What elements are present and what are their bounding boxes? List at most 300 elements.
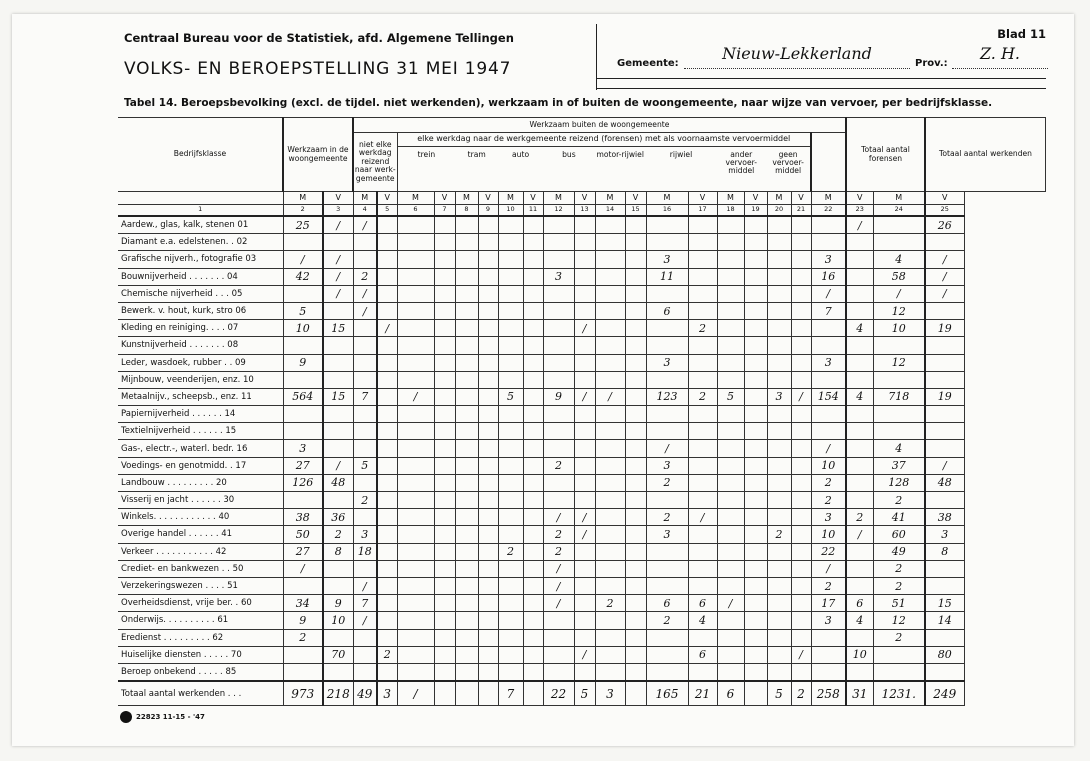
table-cell — [717, 285, 744, 302]
table-cell — [523, 526, 543, 543]
table-cell — [846, 663, 873, 681]
table-cell — [523, 663, 543, 681]
table-cell — [455, 509, 478, 526]
table-cell: 41 — [873, 509, 925, 526]
table-cell — [478, 543, 498, 560]
table-cell — [478, 509, 498, 526]
table-row — [118, 320, 1046, 337]
row-label: Leder, wasdoek, rubber . . 09 — [118, 354, 283, 371]
v-header: V — [625, 192, 646, 205]
table-cell — [717, 371, 744, 388]
table-cell — [873, 646, 925, 663]
table-cell — [523, 560, 543, 577]
column-number: 24 — [873, 205, 925, 217]
table-cell — [397, 509, 434, 526]
table-cell — [574, 474, 595, 491]
table-row — [118, 216, 1046, 234]
table-cell — [574, 268, 595, 285]
table-cell — [434, 337, 455, 354]
table-cell — [434, 285, 455, 302]
table-cell — [744, 371, 767, 388]
table-cell — [353, 423, 377, 440]
table-cell — [397, 251, 434, 268]
table-cell: 249 — [925, 681, 964, 706]
table-cell: / — [925, 285, 964, 302]
table-cell — [498, 474, 523, 491]
table-cell — [397, 440, 434, 457]
table-cell: / — [688, 509, 717, 526]
table-cell — [397, 337, 434, 354]
table-cell: 3 — [353, 526, 377, 543]
table-cell — [688, 337, 717, 354]
table-cell — [434, 234, 455, 251]
table-cell — [744, 612, 767, 629]
table-cell — [523, 457, 543, 474]
table-cell — [595, 320, 625, 337]
table-cell — [574, 216, 595, 234]
table-cell — [767, 285, 791, 302]
table-cell — [283, 234, 323, 251]
table-cell — [791, 406, 811, 423]
table-cell — [397, 320, 434, 337]
table-cell — [543, 354, 574, 371]
table-cell — [595, 474, 625, 491]
table-cell — [498, 320, 523, 337]
column-number: 25 — [925, 205, 964, 217]
table-cell — [283, 406, 323, 423]
table-cell: 15 — [323, 388, 353, 405]
table-cell: 38 — [925, 509, 964, 526]
table-cell: 19 — [925, 388, 964, 405]
table-cell: 4 — [846, 612, 873, 629]
table-cell: 2 — [688, 388, 717, 405]
table-cell: / — [323, 457, 353, 474]
table-cell: 718 — [873, 388, 925, 405]
table-cell: 9 — [283, 354, 323, 371]
table-cell — [846, 457, 873, 474]
table-cell — [478, 354, 498, 371]
table-cell — [595, 371, 625, 388]
table-cell: 4 — [873, 440, 925, 457]
table-cell: 2 — [791, 681, 811, 706]
table-cell — [846, 629, 873, 646]
table-cell: 2 — [873, 629, 925, 646]
table-cell: 10 — [873, 320, 925, 337]
table-cell: / — [543, 560, 574, 577]
table-cell — [873, 371, 925, 388]
table-cell — [434, 474, 455, 491]
table-cell: 6 — [646, 302, 688, 319]
table-cell: 2 — [873, 560, 925, 577]
table-cell — [523, 681, 543, 706]
row-label: Overheidsdienst, vrije ber. . 60 — [118, 595, 283, 612]
table-cell — [455, 681, 478, 706]
table-cell — [625, 406, 646, 423]
v-header: V — [846, 192, 873, 205]
table-cell — [498, 629, 523, 646]
table-cell — [434, 354, 455, 371]
table-cell — [523, 629, 543, 646]
table-cell — [574, 406, 595, 423]
table-cell — [434, 646, 455, 663]
table-cell — [791, 216, 811, 234]
table-cell: 258 — [811, 681, 846, 706]
table-cell — [646, 663, 688, 681]
table-cell — [523, 216, 543, 234]
table-cell — [767, 577, 791, 594]
table-cell — [717, 216, 744, 234]
table-cell — [595, 577, 625, 594]
table-cell — [767, 337, 791, 354]
table-cell — [377, 216, 397, 234]
table-cell — [455, 268, 478, 285]
row-label: Voedings- en genotmidd. . 17 — [118, 457, 283, 474]
table-cell — [625, 302, 646, 319]
table-cell — [543, 234, 574, 251]
table-cell — [744, 646, 767, 663]
v-header: V — [377, 192, 397, 205]
table-cell — [397, 492, 434, 509]
table-cell — [811, 629, 846, 646]
table-cell — [873, 216, 925, 234]
table-cell — [434, 509, 455, 526]
header-divider — [596, 24, 597, 90]
m-header: M — [455, 192, 478, 205]
table-cell — [646, 560, 688, 577]
table-cell — [543, 216, 574, 234]
table-cell — [646, 337, 688, 354]
table-cell — [688, 371, 717, 388]
table-cell — [791, 268, 811, 285]
table-cell — [688, 268, 717, 285]
row-label: Overige handel . . . . . . 41 — [118, 526, 283, 543]
table-cell — [595, 268, 625, 285]
column-number: 18 — [717, 205, 744, 217]
table-cell: 2 — [811, 474, 846, 491]
table-cell: 154 — [811, 388, 846, 405]
table-cell — [523, 492, 543, 509]
table-cell — [353, 371, 377, 388]
table-cell — [543, 629, 574, 646]
column-number: 5 — [377, 205, 397, 217]
table-cell — [397, 646, 434, 663]
table-cell — [688, 526, 717, 543]
table-cell: 49 — [353, 681, 377, 706]
table-cell — [353, 663, 377, 681]
table-cell: 26 — [925, 216, 964, 234]
table-cell — [791, 543, 811, 560]
table-cell — [377, 474, 397, 491]
table-cell: 3 — [925, 526, 964, 543]
table-cell — [283, 285, 323, 302]
table-cell — [767, 251, 791, 268]
table-cell: 2 — [688, 320, 717, 337]
table-cell — [846, 354, 873, 371]
forensen-header: Totaal aantal forensen — [846, 118, 925, 192]
table-row — [118, 251, 1046, 268]
table-cell — [925, 406, 964, 423]
column-number: 6 — [397, 205, 434, 217]
table-cell — [543, 612, 574, 629]
table-cell — [595, 560, 625, 577]
table-cell — [744, 595, 767, 612]
gemeente-label: Gemeente: — [617, 58, 679, 69]
table-cell: / — [323, 268, 353, 285]
table-cell — [574, 663, 595, 681]
row-label: Winkels. . . . . . . . . . . . 40 — [118, 509, 283, 526]
table-cell — [625, 285, 646, 302]
table-cell — [523, 320, 543, 337]
table-cell: 564 — [283, 388, 323, 405]
table-cell — [523, 406, 543, 423]
table-cell — [455, 285, 478, 302]
table-cell — [646, 216, 688, 234]
table-cell — [543, 337, 574, 354]
table-cell: 3 — [811, 354, 846, 371]
row-label: Crediet- en bankwezen . . 50 — [118, 560, 283, 577]
table-cell: 4 — [688, 612, 717, 629]
table-cell — [574, 354, 595, 371]
table-cell — [846, 474, 873, 491]
column-number: 22 — [811, 205, 846, 217]
table-cell: 128 — [873, 474, 925, 491]
v-header: V — [688, 192, 717, 205]
table-cell: 2 — [543, 526, 574, 543]
table-cell — [478, 251, 498, 268]
table-cell — [377, 560, 397, 577]
table-cell: 2 — [353, 268, 377, 285]
column-number: 20 — [767, 205, 791, 217]
table-cell: 10 — [283, 320, 323, 337]
table-cell: 4 — [846, 388, 873, 405]
gemeente-value: Nieuw-Lekkerland — [684, 44, 910, 69]
table-cell: 3 — [646, 251, 688, 268]
table-cell — [717, 560, 744, 577]
table-cell — [478, 337, 498, 354]
table-cell — [478, 526, 498, 543]
table-cell — [595, 526, 625, 543]
table-cell — [498, 234, 523, 251]
table-cell — [925, 371, 964, 388]
total-row — [118, 681, 1046, 706]
table-cell — [455, 543, 478, 560]
column-number: 8 — [455, 205, 478, 217]
table-cell — [323, 629, 353, 646]
table-cell — [846, 251, 873, 268]
mv-blank — [118, 192, 283, 205]
column-number: 21 — [791, 205, 811, 217]
table-cell — [688, 629, 717, 646]
column-number: 4 — [353, 205, 377, 217]
table-cell — [791, 595, 811, 612]
table-cell — [744, 543, 767, 560]
table-cell: 2 — [646, 509, 688, 526]
table-cell — [625, 560, 646, 577]
table-cell — [455, 371, 478, 388]
table-cell: / — [925, 268, 964, 285]
table-cell: 22 — [543, 681, 574, 706]
table-cell: 18 — [353, 543, 377, 560]
table-cell: 7 — [353, 388, 377, 405]
table-cell: / — [791, 646, 811, 663]
table-cell: 49 — [873, 543, 925, 560]
table-cell: / — [397, 388, 434, 405]
table-cell: / — [574, 646, 595, 663]
table-cell — [625, 577, 646, 594]
table-cell — [523, 302, 543, 319]
table-cell — [323, 423, 353, 440]
table-cell — [717, 646, 744, 663]
table-cell — [434, 595, 455, 612]
table-cell — [646, 406, 688, 423]
table-cell — [791, 354, 811, 371]
table-cell: / — [846, 216, 873, 234]
table-cell — [744, 320, 767, 337]
m-header: M — [595, 192, 625, 205]
table-cell — [767, 423, 791, 440]
bedrijfsklasse-header: Bedrijfsklasse — [118, 118, 283, 192]
table-cell — [397, 406, 434, 423]
table-cell — [625, 251, 646, 268]
table-cell: / — [925, 251, 964, 268]
v-header: V — [434, 192, 455, 205]
table-cell — [811, 663, 846, 681]
table-cell — [595, 302, 625, 319]
table-cell: 60 — [873, 526, 925, 543]
table-cell — [377, 268, 397, 285]
table-cell: / — [717, 595, 744, 612]
table-cell — [574, 234, 595, 251]
table-cell — [434, 371, 455, 388]
table-cell — [767, 371, 791, 388]
table-cell — [767, 629, 791, 646]
table-cell — [574, 423, 595, 440]
tram-label: tram — [467, 149, 486, 159]
table-cell: / — [543, 577, 574, 594]
table-cell — [717, 268, 744, 285]
table-cell — [767, 320, 791, 337]
table-cell — [688, 216, 717, 234]
table-cell: / — [377, 320, 397, 337]
vervoer-subheaders — [398, 151, 811, 176]
table-cell — [478, 560, 498, 577]
column-number: 17 — [688, 205, 717, 217]
table-cell: 2 — [543, 457, 574, 474]
table-cell — [498, 663, 523, 681]
table-cell — [811, 337, 846, 354]
table-cell — [767, 509, 791, 526]
table-cell: / — [595, 388, 625, 405]
table-cell: 3 — [377, 681, 397, 706]
sheet-number: Blad 11 — [997, 27, 1046, 41]
row-label: Onderwijs. . . . . . . . . . 61 — [118, 612, 283, 629]
table-cell — [595, 509, 625, 526]
table-cell: 5 — [574, 681, 595, 706]
table-cell — [744, 251, 767, 268]
table-cell — [523, 371, 543, 388]
table-cell — [478, 440, 498, 457]
row-label: Bewerk. v. hout, kurk, stro 06 — [118, 302, 283, 319]
table-cell — [791, 371, 811, 388]
table-cell — [595, 543, 625, 560]
table-cell — [767, 543, 791, 560]
table-cell: 58 — [873, 268, 925, 285]
table-cell — [846, 285, 873, 302]
table-cell: / — [323, 285, 353, 302]
row-label: Kleding en reiniging. . . . 07 — [118, 320, 283, 337]
table-cell: 7 — [811, 302, 846, 319]
table-cell — [811, 320, 846, 337]
table-cell — [646, 543, 688, 560]
table-cell: / — [543, 509, 574, 526]
table-cell: 31 — [846, 681, 873, 706]
table-cell: 5 — [353, 457, 377, 474]
m-header: M — [283, 192, 323, 205]
table-cell: 48 — [323, 474, 353, 491]
table-cell — [846, 440, 873, 457]
m-header: M — [873, 192, 925, 205]
table-cell — [625, 216, 646, 234]
table-cell — [574, 612, 595, 629]
table-cell: / — [811, 440, 846, 457]
table-cell — [543, 371, 574, 388]
table-cell — [925, 302, 964, 319]
table-cell — [434, 560, 455, 577]
column-number: 10 — [498, 205, 523, 217]
table-cell — [791, 423, 811, 440]
row-label: Aardew., glas, kalk, stenen 01 — [118, 216, 283, 234]
table-cell — [767, 646, 791, 663]
table-row — [118, 560, 1046, 577]
table-cell — [688, 302, 717, 319]
table-cell — [455, 234, 478, 251]
table-cell — [434, 320, 455, 337]
table-cell: 3 — [646, 354, 688, 371]
table-cell — [811, 216, 846, 234]
table-cell — [574, 629, 595, 646]
table-cell — [283, 646, 323, 663]
table-cell: 17 — [811, 595, 846, 612]
table-cell — [767, 560, 791, 577]
table-cell — [323, 337, 353, 354]
table-cell — [434, 268, 455, 285]
column-number-row — [118, 205, 1046, 217]
table-cell — [717, 320, 744, 337]
table-cell — [791, 440, 811, 457]
table-cell: 8 — [323, 543, 353, 560]
table-cell: / — [283, 560, 323, 577]
table-row — [118, 595, 1046, 612]
table-row — [118, 371, 1046, 388]
table-cell — [595, 406, 625, 423]
table-cell — [744, 285, 767, 302]
table-cell — [498, 216, 523, 234]
table-cell — [767, 216, 791, 234]
table-cell — [625, 509, 646, 526]
table-cell — [846, 560, 873, 577]
table-cell — [377, 234, 397, 251]
table-cell — [523, 577, 543, 594]
table-cell — [377, 457, 397, 474]
table-cell: 3 — [811, 251, 846, 268]
rijwiel-label: rijwiel — [669, 149, 693, 159]
table-cell: 3 — [543, 268, 574, 285]
table-cell — [811, 371, 846, 388]
table-cell — [478, 216, 498, 234]
table-cell — [523, 268, 543, 285]
header-rule — [597, 78, 1046, 79]
table-cell: 6 — [688, 595, 717, 612]
